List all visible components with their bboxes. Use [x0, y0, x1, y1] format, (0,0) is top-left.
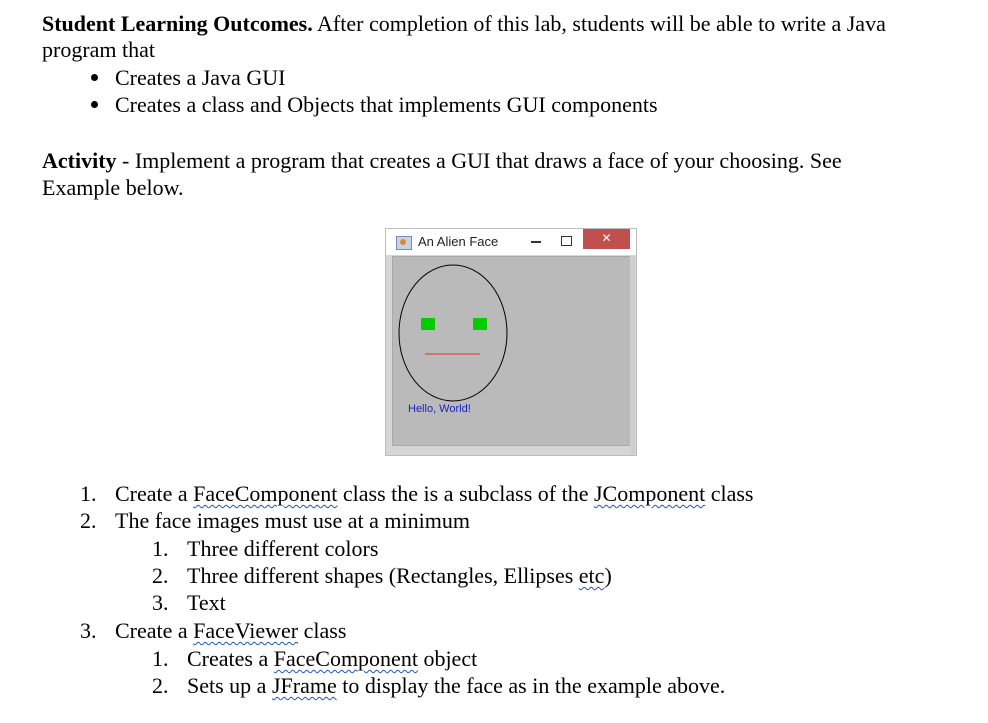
- step-2-1-number: 1.: [152, 536, 169, 561]
- step-3-pre: Create a: [115, 618, 194, 643]
- step-2-text: The face images must use at a minimum: [115, 508, 470, 533]
- hello-text: Hello, World!: [408, 403, 471, 415]
- activity-line2: Example below.: [42, 175, 184, 200]
- step-1-post: class: [705, 481, 754, 506]
- step-1-pre: Create a: [115, 481, 194, 506]
- window-title: An Alien Face: [418, 234, 499, 249]
- step-2-2-pre: Three different shapes (Rectangles, Ellipses: [187, 563, 579, 588]
- bullet-dot: [91, 101, 98, 108]
- step-3-text: [115, 618, 346, 644]
- step-3-2-post: to display the face as in the example above.: [336, 673, 726, 698]
- outcome-item: Creates a Java GUI: [115, 65, 286, 90]
- step-3-2-pre: Sets up a: [187, 673, 272, 698]
- activity-line1: [42, 148, 842, 174]
- example-window: [385, 228, 637, 456]
- step-1-text: [115, 481, 753, 507]
- java-icon: [396, 236, 412, 250]
- face-outline: [399, 265, 507, 401]
- jframe-term: JFrame: [271, 673, 337, 698]
- bullet-dot: [91, 74, 98, 81]
- close-button[interactable]: [583, 229, 630, 249]
- step-1-number: 1.: [80, 481, 97, 506]
- step-3-2-number: 2.: [152, 673, 169, 698]
- step-2-1-text: Three different colors: [187, 536, 379, 561]
- step-3-2-text: [187, 673, 725, 699]
- step-2-3-text: Text: [187, 590, 226, 615]
- window-right-edge: [630, 256, 635, 454]
- activity-heading: Activity: [42, 148, 117, 173]
- activity-text: - Implement a program that creates a GUI that draws a face of your choosing. See: [116, 148, 842, 173]
- step-3-1-number: 1.: [152, 646, 169, 671]
- maximize-icon[interactable]: [561, 236, 572, 246]
- right-eye: [473, 318, 487, 330]
- step-3-1-post: object: [417, 646, 478, 671]
- step-2-3-number: 3.: [152, 590, 169, 615]
- outcomes-line2: program that: [42, 37, 156, 62]
- outcomes-heading: Student Learning Outcomes.: [42, 11, 313, 36]
- window-titlebar: [386, 229, 636, 255]
- step-2-2-post: ): [604, 563, 612, 588]
- outcomes-line1: [42, 11, 886, 37]
- left-eye: [421, 318, 435, 330]
- outcome-item: Creates a class and Objects that implements GUI components: [115, 92, 658, 117]
- facecomponent-term: FaceComponent: [193, 481, 338, 506]
- facecomponent-term: FaceComponent: [273, 646, 418, 671]
- step-2-number: 2.: [80, 508, 97, 533]
- jcomponent-term: JComponent: [593, 481, 706, 506]
- step-3-1-pre: Creates a: [187, 646, 274, 671]
- etc-term: etc: [578, 563, 605, 588]
- face-canvas: [392, 256, 631, 446]
- step-2-2-text: [187, 563, 612, 589]
- faceviewer-term: FaceViewer: [193, 618, 299, 643]
- step-1-mid: class the is a subclass of the: [337, 481, 594, 506]
- face-drawing: [393, 257, 630, 445]
- step-3-post: class: [298, 618, 347, 643]
- step-3-1-text: [187, 646, 477, 672]
- close-icon: ✕: [601, 231, 612, 245]
- step-2-2-number: 2.: [152, 563, 169, 588]
- minimize-icon[interactable]: [531, 241, 541, 243]
- outcomes-text: After completion of this lab, students will be able to write a Java: [312, 11, 886, 36]
- step-3-number: 3.: [80, 618, 97, 643]
